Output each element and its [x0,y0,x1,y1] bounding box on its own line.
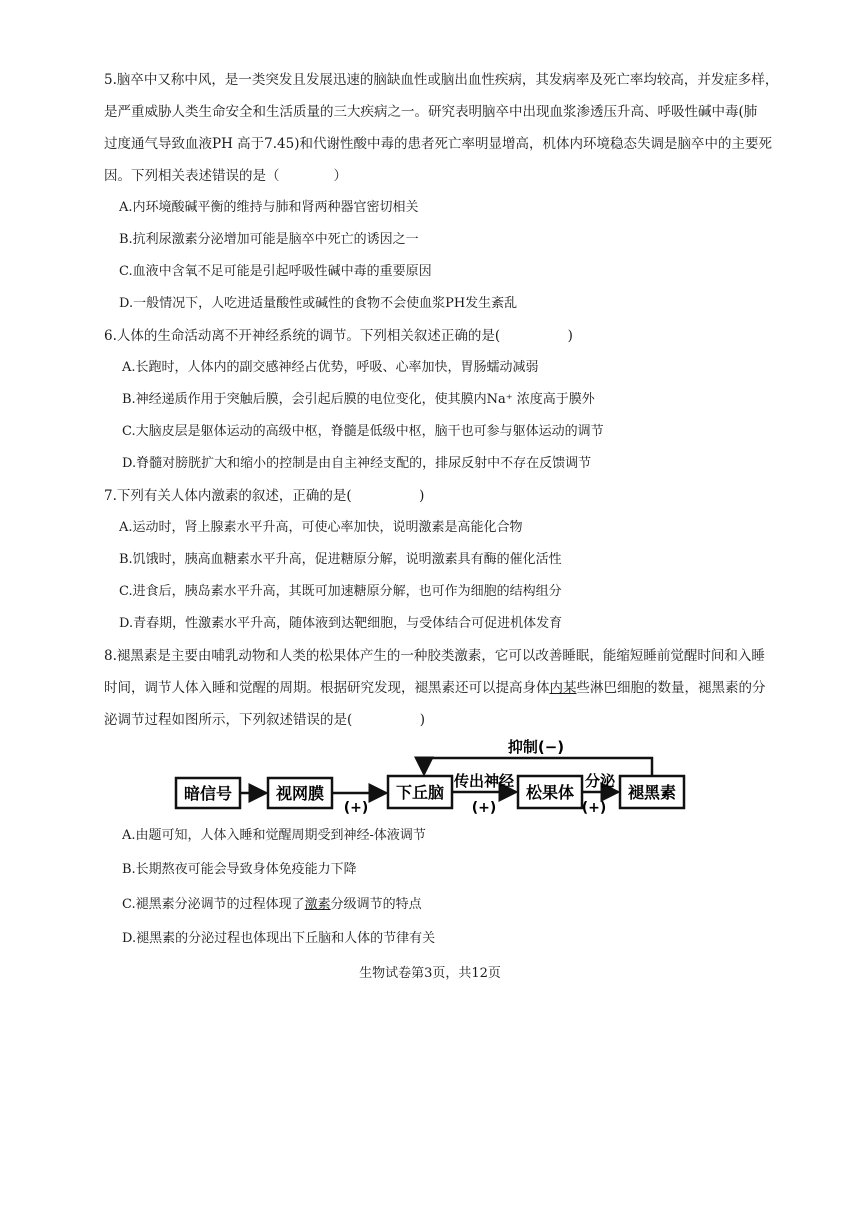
q7-option-c: C.进食后，胰岛素水平升高，其既可加速糖原分解，也可作为细胞的结构组分 [119,584,562,599]
q8-option-d: D.褪黑素的分泌过程也体现出下丘脑和人体的节律有关 [122,931,436,946]
node-retina [268,778,332,808]
q8-line-1: 8.褪黑素是主要由哺乳动物和人类的松果体产生的一种胶类激素，它可以改善睡眠，能缩短睡前觉醒时间和入睡 [104,648,765,664]
question-8-stem [104,640,780,736]
q8-option-b: B.长期熬夜可能会导致身体免疫能力下降 [122,862,357,877]
q8-line-3: 泌调节过程如图所示，下列叙述错误的是( ) [104,712,426,728]
page-footer: 生物试卷第3页，共12页 [359,966,501,981]
node-melatonin [620,776,684,808]
node-dark-signal-label: 暗信号 [183,784,233,803]
edge-label-secrete: 分泌 [584,772,616,790]
q5-line-4: 因。下列相关表述错误的是（ ） [104,168,347,184]
q8-line-2-post: 些淋巴细胞的数量，褪黑素的分 [576,680,766,696]
q7-option-d: D.青春期，性激素水平升高，随体液到达靶细胞，与受体结合可促进机体发育 [119,616,563,631]
q5-line-1: 5.脑卒中又称中风，是一类突发且发展迅速的脑缺血性或脑出血性疾病，其发病率及死亡率均较高，并发症多样， [104,72,779,88]
melatonin-regulation-diagram [170,732,690,822]
q8-option-a: A.由题可知，人体入睡和觉醒周期受到神经-体液调节 [122,828,426,843]
q8-option-c-underlined: 激素 [304,897,331,912]
q5-option-c: C.血液中含氧不足可能是引起呼吸性碱中毒的重要原因 [119,264,432,279]
q8-option-c-pre: C.褪黑素分泌调节的过程体现了 [122,897,305,912]
question-6-stem: 6.人体的生命活动离不开神经系统的调节。下列相关叙述正确的是( ) [104,328,573,344]
node-hypothalamus-label: 下丘脑 [395,783,445,802]
node-retina-label: 视网膜 [275,784,325,803]
q7-option-b: B.饥饿时，胰高血糖素水平升高，促进糖原分解，说明激素具有酶的催化活性 [119,552,562,567]
node-melatonin-label: 褪黑素 [627,783,677,802]
q7-option-a: A.运动时，肾上腺素水平升高，可使心率加快，说明激素是高能化合物 [119,520,523,535]
question-7-stem: 7.下列有关人体内激素的叙述，正确的是( ) [104,488,425,504]
node-pineal-gland [518,776,582,808]
node-hypothalamus [388,776,452,808]
q8-line-2-underlined: 内某 [549,680,577,696]
edge-label-plus-3: (+) [581,800,607,816]
node-dark-signal [176,778,240,808]
node-pineal-gland-label: 松果体 [525,783,575,802]
feedback-label-inhibit: 抑制(−) [507,738,565,756]
question-5-stem [104,64,780,192]
q8-line-2-pre: 时间，调节人体入睡和觉醒的周期。根据研究发现，褪黑素还可以提高身体 [104,680,550,696]
q5-option-a: A.内环境酸碱平衡的维持与肺和肾两种器官密切相关 [119,200,419,215]
q5-option-d: D.一般情况下，人吃进适量酸性或碱性的食物不会使血浆PH发生紊乱 [119,296,518,311]
q8-option-c-post: 分级调节的特点 [330,897,422,912]
q8-option-c [122,895,422,915]
q5-option-b: B.抗利尿激素分泌增加可能是脑卒中死亡的诱因之一 [119,232,419,247]
q6-option-d: D.脊髓对膀胱扩大和缩小的控制是由自主神经支配的，排尿反射中不存在反馈调节 [122,456,592,471]
q5-line-3: 过度通气导致血液PH 高于7.45)和代谢性酸中毒的患者死亡率明显增高，机体内环境稳态失调是脑卒中的主要死 [104,136,772,152]
edge-label-plus-1: (+) [343,800,369,816]
q6-option-a: A.长跑时，人体内的副交感神经占优势，呼吸、心率加快，胃肠蠕动减弱 [122,360,539,375]
edge-label-plus-2: (+) [471,800,497,816]
edge-label-efferent-nerve: 传出神经 [453,772,515,790]
q5-line-2: 是严重威胁人类生命安全和生活质量的三大疾病之一。研究表明脑卒中出现血浆渗透压升高、呼吸性碱中毒(肺 [104,104,758,120]
q8-line-2 [104,672,780,704]
q6-option-b: B.神经递质作用于突触后膜，会引起后膜的电位变化，使其膜内Na⁺ 浓度高于膜外 [122,392,595,407]
q6-option-c: C.大脑皮层是躯体运动的高级中枢，脊髓是低级中枢，脑干也可参与躯体运动的调节 [122,424,604,439]
